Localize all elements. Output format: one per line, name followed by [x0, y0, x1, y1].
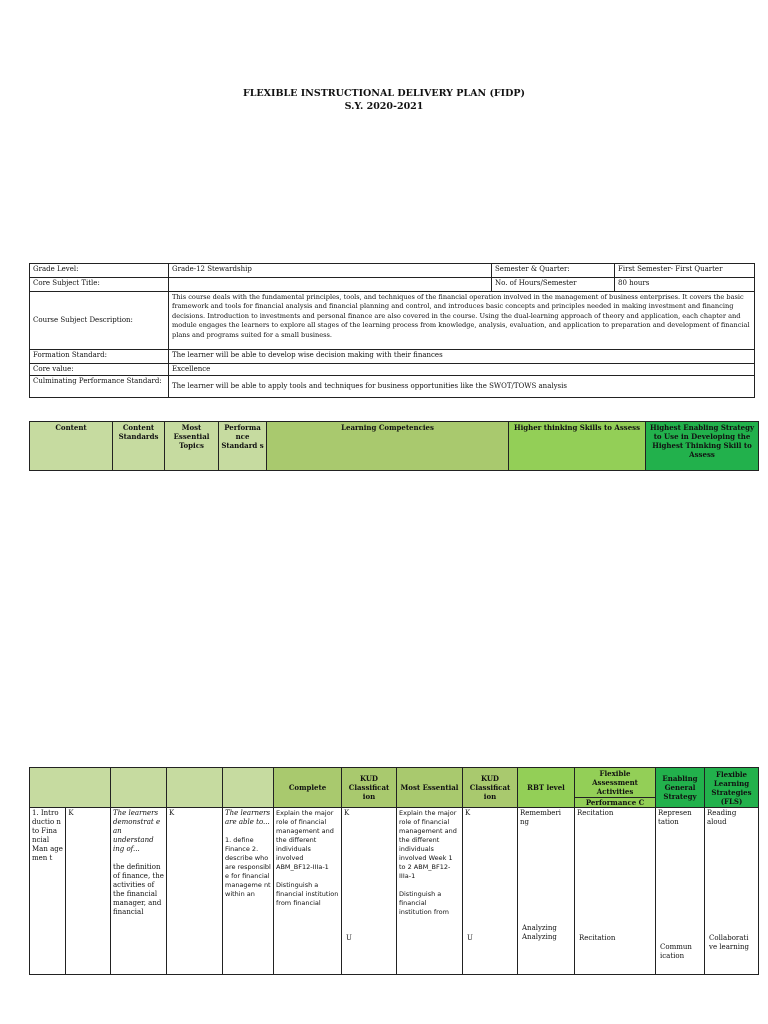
kud2-bottom: U [467, 934, 473, 942]
core-subject-label: Core Subject Title: [30, 278, 169, 292]
culminating-value: The learner will be able to apply tools and techniques for business opportunities like the SWOT/TOWS analysis [169, 376, 755, 398]
core-value-label: Core value: [30, 364, 169, 376]
col-content-standards: Content Standards [113, 422, 165, 471]
head-empty-standards [111, 768, 167, 808]
grade-level-label: Grade Level: [30, 264, 169, 278]
assessment-top: Recitation [577, 809, 614, 817]
description-value: This course deals with the fundamental principles, tools, and techniques of the financial operation involved in the management of business enterprises. It covers the basic framework and tools for financial analysis and financial planning and control, and introduces basic concepts and principles needed in making investment and financing decisions. Introduction to investments and personal finance are also covered in the course. Using the dual-learning approach of theory and application, each chapter and module engages the learners to explore all stages of the learning process from knowledge, analysis, evaluation, and application to preparation and development of financial plans and programs suited for a small business. [169, 292, 755, 350]
head-empty-performance [223, 768, 274, 808]
col-performance-standards: Performa nce Standard s [219, 422, 267, 471]
kud1-top: K [344, 809, 350, 817]
head-most-essential: Most Essential [397, 768, 463, 808]
core-value-value: Excellence [169, 364, 755, 376]
course-info-table [29, 263, 755, 398]
complete-competency-a: Explain the major role of financial management and the different individuals involved ABM_BF12-IIIa-1 [276, 809, 334, 871]
head-complete: Complete [274, 768, 342, 808]
essential-competency-b: Distinguish a financial institution from [399, 890, 449, 916]
school-year: S.Y. 2020-2021 [344, 101, 424, 112]
head-kud-2: KUD Classificat ion [463, 768, 518, 808]
document-title: FLEXIBLE INSTRUCTIONAL DELIVERY PLAN (FIDP) [242, 88, 526, 99]
formation-value: The learner will be able to develop wise decision making with their finances [169, 350, 755, 364]
col-content: Content [30, 422, 113, 471]
head-empty-topics [167, 768, 223, 808]
enabling-top: Represen tation [658, 809, 692, 826]
plan-header-table [29, 421, 759, 471]
table-row [30, 808, 759, 975]
topic-kud-k: K [169, 809, 175, 817]
col-highest-enabling: Highest Enabling Strategy to Use in Developing the Highest Thinking Skill to Assess [646, 422, 759, 471]
head-rbt-level: RBT level [518, 768, 575, 808]
kud1-bottom: U [346, 934, 352, 942]
semester-label: Semester & Quarter: [492, 264, 615, 278]
head-flexible-assessment-label: Flexible Assessment Activities [592, 769, 638, 796]
assessment-bottom: Recitation [579, 934, 616, 942]
fls-top: Reading aloud [707, 809, 737, 826]
topic-kud: K [68, 809, 74, 817]
head-flexible-assessment [575, 768, 656, 808]
content-standard-intro: The learners demonstrat e an understand ing of... [113, 809, 161, 853]
plan-detail-table [29, 767, 759, 975]
complete-competency-b: Distinguish a financial institution from financial [276, 881, 339, 907]
kud2-top: K [465, 809, 471, 817]
grade-level-value: Grade-12 Stewardship [169, 264, 492, 278]
performance-standard-intro: The learners are able to... [225, 809, 271, 826]
col-higher-thinking: Higher thinking Skills to Assess [509, 422, 646, 471]
performance-standard-text: 1. define Finance 2. describe who are responsibl e for financial manageme nt within an [225, 836, 271, 898]
semester-value: First Semester- First Quarter [615, 264, 755, 278]
content-standard-text: the definition of finance, the activities of the financial manager, and financial [113, 863, 164, 916]
head-enabling-general: Enabling General Strategy [656, 768, 705, 808]
hours-value: 80 hours [615, 278, 755, 292]
core-subject-value [169, 278, 492, 292]
rbt-bottom: Analyzing Analyzing [522, 924, 557, 941]
formation-label: Formation Standard: [30, 350, 169, 364]
culminating-label: Culminating Performance Standard: [30, 376, 169, 398]
essential-competency-a: Explain the major role of financial management and the different individuals involved Week 1 to 2 ABM_BF12-IIIa-1 [399, 809, 457, 880]
head-kud-1: KUD Classificat ion [342, 768, 397, 808]
col-most-essential-topics: Most Essential Topics [165, 422, 219, 471]
topic-title: 1. Intro ductio n to Fina ncial Man age men t [32, 809, 63, 862]
col-learning-competencies: Learning Competencies [267, 422, 509, 471]
head-empty-content [30, 768, 111, 808]
rbt-top: Rememberi ng [520, 809, 562, 826]
head-flexible-learning: Flexible Learning Strategies (FLS) [705, 768, 759, 808]
head-performance-c: Performance C [575, 797, 655, 807]
hours-label: No. of Hours/Semester [492, 278, 615, 292]
enabling-bottom: Commun ication [660, 943, 692, 960]
fls-bottom: Collaborati ve learning [709, 934, 749, 951]
description-label: Course Subject Description: [30, 292, 169, 350]
